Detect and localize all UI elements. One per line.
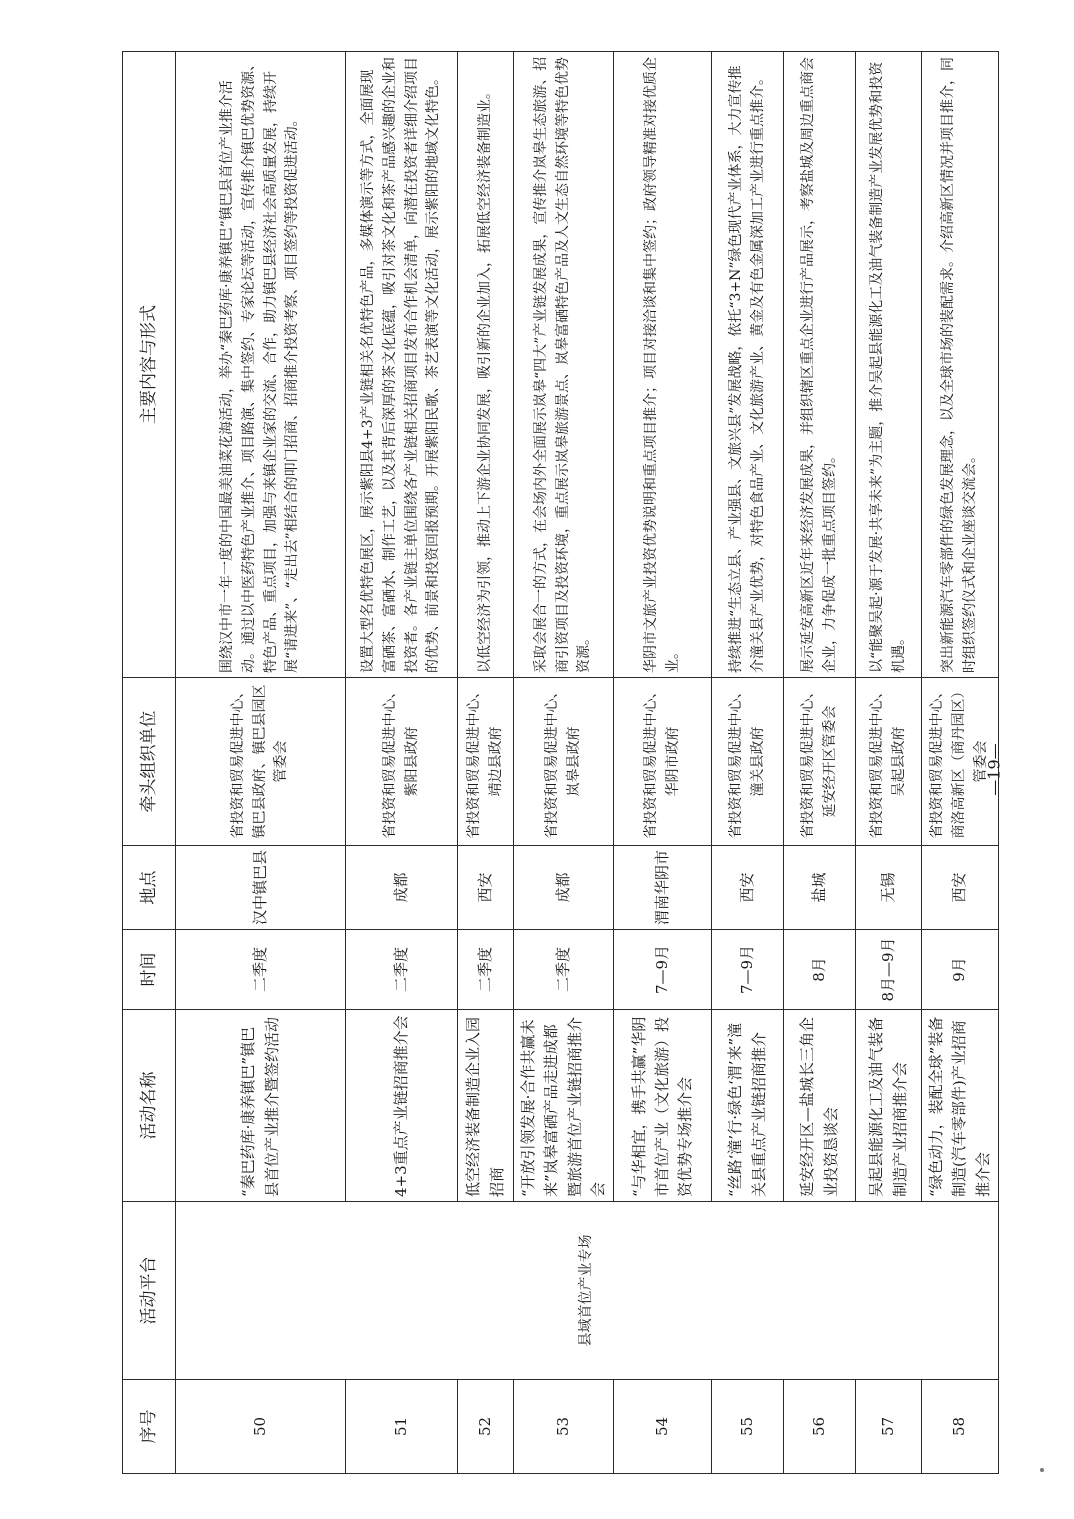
row-place: 无锡 — [856, 846, 922, 930]
row-name: 延安经开区—盐城长三角企业投资恳谈会 — [784, 1010, 856, 1202]
row-place: 西安 — [458, 846, 514, 930]
row-place: 成都 — [346, 846, 458, 930]
row-time: 二季度 — [458, 930, 514, 1010]
header-seq: 序号 — [123, 1380, 176, 1474]
row-seq: 51 — [346, 1380, 458, 1474]
row-seq: 53 — [514, 1380, 614, 1474]
row-content: 以低空经济为引领，推动上下游企业协同发展，吸引新的企业加入，拓展低空经济装备制造业。 — [458, 52, 514, 678]
row-content: 设置大型名优特色展区，展示紫阳县4+3产业链相关名优特色产品，多媒体演示等方式，全面展现富硒茶、富硒水、制作工艺，以及其背后深厚的茶文化底蕴，吸引对茶文化和茶产品感兴趣的企业和投资者。各产业链主单位围绕各产业链相关招商项目发布合作机会清单，向潜在投资者详细介绍项目的优势、前景和投资回报预期。开展紫阳民歌、茶艺表演等文化活动，展示紫阳的地域文化特色。 — [346, 52, 458, 678]
row-org: 省投资和贸易促进中心、华阴市政府 — [614, 678, 712, 846]
table-row — [176, 52, 346, 1474]
header-time: 时间 — [123, 930, 176, 1010]
row-org: 省投资和贸易促进中心、延安经开区管委会 — [784, 678, 856, 846]
row-time: 9月 — [922, 930, 999, 1010]
scan-speck — [1040, 1468, 1044, 1472]
row-seq: 58 — [922, 1380, 999, 1474]
row-place: 西安 — [712, 846, 784, 930]
row-org: 省投资和贸易促进中心、紫阳县政府 — [346, 678, 458, 846]
row-place: 西安 — [922, 846, 999, 930]
row-seq: 50 — [176, 1380, 346, 1474]
row-name: “绿色动力，装配全球”装备制造(汽车零部件)产业招商推介会 — [922, 1010, 999, 1202]
page-number: —19— — [984, 743, 1004, 796]
row-seq: 56 — [784, 1380, 856, 1474]
header-place: 地点 — [123, 846, 176, 930]
row-name: “与华相宜，携手共赢”华阴市首位产业（文化旅游）投资优势专场推介会 — [614, 1010, 712, 1202]
row-content: 围绕汉中市一年一度的中国最美油菜花海活动，举办“秦巴药库·康养镇巴”镇巴县首位产业推介活动。通过以中医药特色产业推介、项目路演、集中签约、专家论坛等活动，宣传推介镇巴优势资源、特色产品、重点项目，加强与来镇企业家的交流、合作，助力镇巴县经济社会高质量发展，持续开展“请进来”、“走出去”相结合的叩门招商、招商推介投资考察、项目签约等投资促进活动。 — [176, 52, 346, 678]
row-time: 二季度 — [176, 930, 346, 1010]
row-name: 4+3重点产业链招商推介会 — [346, 1010, 458, 1202]
platform-cell: 县域首位产业专场 — [176, 1202, 999, 1380]
row-name: “丝路‘潼’行·绿色‘渭’来”潼关县重点产业链招商推介 — [712, 1010, 784, 1202]
row-time: 二季度 — [346, 930, 458, 1010]
row-org: 省投资和贸易促进中心、吴起县政府 — [856, 678, 922, 846]
row-time: 二季度 — [514, 930, 614, 1010]
row-time: 8月—9月 — [856, 930, 922, 1010]
row-place: 成都 — [514, 846, 614, 930]
row-time: 7—9月 — [614, 930, 712, 1010]
header-org: 牵头组织单位 — [123, 678, 176, 846]
row-content: 华阴市文旅产业投资优势说明和重点项目推介；项目对接洽谈和集中签约；政府领导精准对接优质企业。 — [614, 52, 712, 678]
row-org: 省投资和贸易促进中心、商洛高新区（商丹园区）管委会 — [922, 678, 999, 846]
row-seq: 54 — [614, 1380, 712, 1474]
table-header-row — [123, 52, 176, 1474]
row-time: 8月 — [784, 930, 856, 1010]
row-place: 盐城 — [784, 846, 856, 930]
header-platform: 活动平台 — [123, 1202, 176, 1380]
row-content: 持续推进“生态立县、产业强县、文旅兴县”发展战略，依托“3+N”绿色现代产业体系，大力宣传推介潼关县产业优势，对特色食品产业、文化旅游产业、黄金及有色金属深加工产业进行重点推介。 — [712, 52, 784, 678]
activity-table — [122, 51, 999, 1474]
row-name: 低空经济装备制造企业入园招商 — [458, 1010, 514, 1202]
row-content: 突出新能源汽车零部件的绿色发展理念，以及全球市场的装配需求。介绍高新区情况并项目推介，同时组织签约仪式和企业座谈交流会。 — [922, 52, 999, 678]
row-seq: 55 — [712, 1380, 784, 1474]
row-name: 吴起县能源化工及油气装备制造产业招商推介会 — [856, 1010, 922, 1202]
header-name: 活动名称 — [123, 1010, 176, 1202]
row-seq: 57 — [856, 1380, 922, 1474]
row-content: 展示延安高新区近年来经济发展成果，并组织辖区重点企业进行产品展示，考察盐城及周边重点商会企业，力争促成一批重点项目签约。 — [784, 52, 856, 678]
row-time: 7—9月 — [712, 930, 784, 1010]
row-seq: 52 — [458, 1380, 514, 1474]
row-org: 省投资和贸易促进中心、靖边县政府 — [458, 678, 514, 846]
row-place: 渭南华阴市 — [614, 846, 712, 930]
row-name: “秦巴药库·康养镇巴”镇巴县首位产业推介暨签约活动 — [176, 1010, 346, 1202]
row-content: 采取会展合一的方式，在会场内外全面展示岚皋“四大”产业链发展成果，宣传推介岚皋生态旅游、招商引资项目及投资环境，重点展示岚皋旅游景点、岚皋富硒特色产品及人文生态自然环境等特色优势资源。 — [514, 52, 614, 678]
row-org: 省投资和贸易促进中心、岚皋县政府 — [514, 678, 614, 846]
row-org: 省投资和贸易促进中心、潼关县政府 — [712, 678, 784, 846]
row-place: 汉中镇巴县 — [176, 846, 346, 930]
row-name: “开放引领发展·合作共赢未来”岚皋富硒产品走进成都暨旅游首位产业链招商推介会 — [514, 1010, 614, 1202]
row-content: 以“能聚吴起·源于发展·共享未来”为主题，推介吴起县能源化工及油气装备制造产业发展优势和投资机遇。 — [856, 52, 922, 678]
header-content: 主要内容与形式 — [123, 52, 176, 678]
row-org: 省投资和贸易促进中心、镇巴县政府、镇巴县园区管委会 — [176, 678, 346, 846]
